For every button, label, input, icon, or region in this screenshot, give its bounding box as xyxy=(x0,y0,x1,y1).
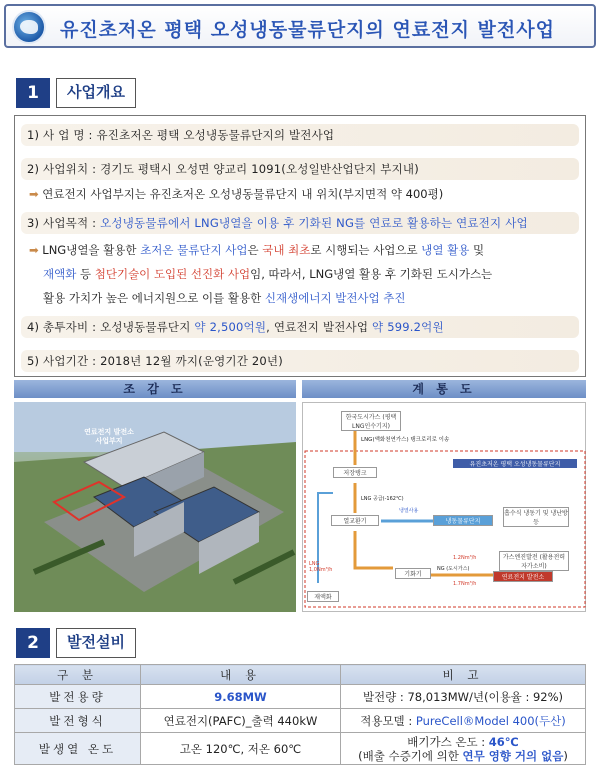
label-lng-supply: LNG 공급(-162℃) xyxy=(361,496,404,502)
label-flow-3: LNG 1,0Nm³/h xyxy=(309,561,333,573)
row-key: 발생열 온도 xyxy=(15,733,141,765)
node-reliquefaction: 재액화 xyxy=(307,591,339,602)
row-note: 배기가스 온도 : 46℃ (배출 수증기에 의한 연무 영향 거의 없음) xyxy=(341,733,586,765)
node-storage-tank: 저장탱크 xyxy=(333,467,377,478)
section-label: 발전설비 xyxy=(56,628,136,658)
birdseye-illustration xyxy=(14,402,296,612)
site-label: 연료전지 발전소 사업부지 xyxy=(84,428,134,445)
row-key: 발전용량 xyxy=(15,685,141,709)
company-logo-icon xyxy=(12,10,46,44)
table-row xyxy=(15,685,586,709)
node-lng-transport: LNG(액화천연가스) 탱크로리로 이송 xyxy=(361,437,450,443)
table-row xyxy=(15,709,586,733)
overview-box xyxy=(14,115,586,377)
purpose-detail-line1: ➡ LNG냉열을 활용한 초저온 물류단지 사업은 국내 최초로 시행되는 사업으로 냉열 활용 및 xyxy=(29,243,485,257)
section-header-overview xyxy=(16,78,216,108)
arrow-right-icon: ➡ xyxy=(29,187,43,201)
row-value: 연료전지(PAFC)_출력 440kW xyxy=(141,709,341,733)
title-bar xyxy=(4,4,596,48)
overview-location-sub: ➡ 연료전지 사업부지는 유진초저온 오성냉동물류단지 내 위치(부지면적 약 400평) xyxy=(29,187,444,201)
birdseye-photo xyxy=(14,402,296,612)
purpose-detail-line2: 재액화 등 첨단기술이 도입된 선진화 사업임, 따라서, LNG냉열 활용 후 기화된 도시가스는 xyxy=(43,267,493,281)
system-diagram xyxy=(302,402,586,612)
overview-period: 5) 사업기간 : 2018년 12월 까지(운영기간 20년) xyxy=(21,350,579,372)
row-key: 발전형식 xyxy=(15,709,141,733)
node-heat-exchanger: 열교환기 xyxy=(331,515,379,526)
birdseye-view-header: 조 감 도 xyxy=(14,380,296,398)
label-flow-1: 1.2Nm³/h xyxy=(453,555,477,561)
col-header-content: 내 용 xyxy=(141,665,341,685)
purpose-detail-line3: 활용 가치가 높은 에너지원으로 이를 활용한 신재생에너지 발전사업 추진 xyxy=(43,291,406,305)
arrow-right-icon: ➡ xyxy=(29,243,43,257)
node-gas-engine: 가스엔진발전 (활용전력 자가소비) xyxy=(499,551,569,571)
section-label: 사업개요 xyxy=(56,78,136,108)
page-title: 유진초저온 평택 오성냉동물류단지의 연료전지 발전사업 xyxy=(60,19,555,41)
table-row xyxy=(15,733,586,765)
row-value: 9.68MW xyxy=(141,685,341,709)
row-note: 발전량 : 78,013MW/년(이용율 : 92%) xyxy=(341,685,586,709)
section-header-equipment xyxy=(16,628,216,658)
section-number: 1 xyxy=(16,78,50,108)
col-header-remarks: 비 고 xyxy=(341,665,586,685)
node-korea-city-gas: 한국도시가스 (평택 LNG인수기지) xyxy=(341,411,401,431)
row-value: 고온 120℃, 저온 60℃ xyxy=(141,733,341,765)
node-cold-logistics: 냉동물류단지 xyxy=(433,515,493,526)
node-vaporizer: 기화기 xyxy=(395,568,431,579)
overview-name: 1) 사 업 명 : 유진초저온 평택 오성냉동물류단지의 발전사업 xyxy=(21,124,579,146)
overview-location: 2) 사업위치 : 경기도 평택시 오성면 양교리 1091(오성일반산업단지 부지내) xyxy=(21,158,579,180)
label-cold-use: 냉열사용 xyxy=(399,508,419,514)
label-ng: NG (도시가스) xyxy=(437,566,470,572)
section-number: 2 xyxy=(16,628,50,658)
node-absorption-chiller: 흡수식 냉동기 및 냉난방 등 xyxy=(503,507,569,527)
label-flow-2: 1.7Nm³/h xyxy=(453,581,477,587)
table-header-row xyxy=(15,665,586,685)
node-fuel-cell-plant: 연료전지 발전소 xyxy=(493,571,553,582)
col-header-category: 구 분 xyxy=(15,665,141,685)
row-note: 적용모델 : PureCell®Model 400(두산) xyxy=(341,709,586,733)
overview-purpose: 3) 사업목적 : 오성냉동물류에서 LNG냉열을 이용 후 기화된 NG를 연료로 활용하는 연료전지 사업 xyxy=(21,212,579,234)
group-label: 유진초저온 평택 오성냉동물류단지 xyxy=(453,459,577,468)
overview-investment: 4) 총투자비 : 오성냉동물류단지 약 2,500억원, 연료전지 발전사업 약 599.2억원 xyxy=(21,316,579,338)
equipment-table xyxy=(14,664,586,765)
system-diagram-header: 계 통 도 xyxy=(302,380,586,398)
